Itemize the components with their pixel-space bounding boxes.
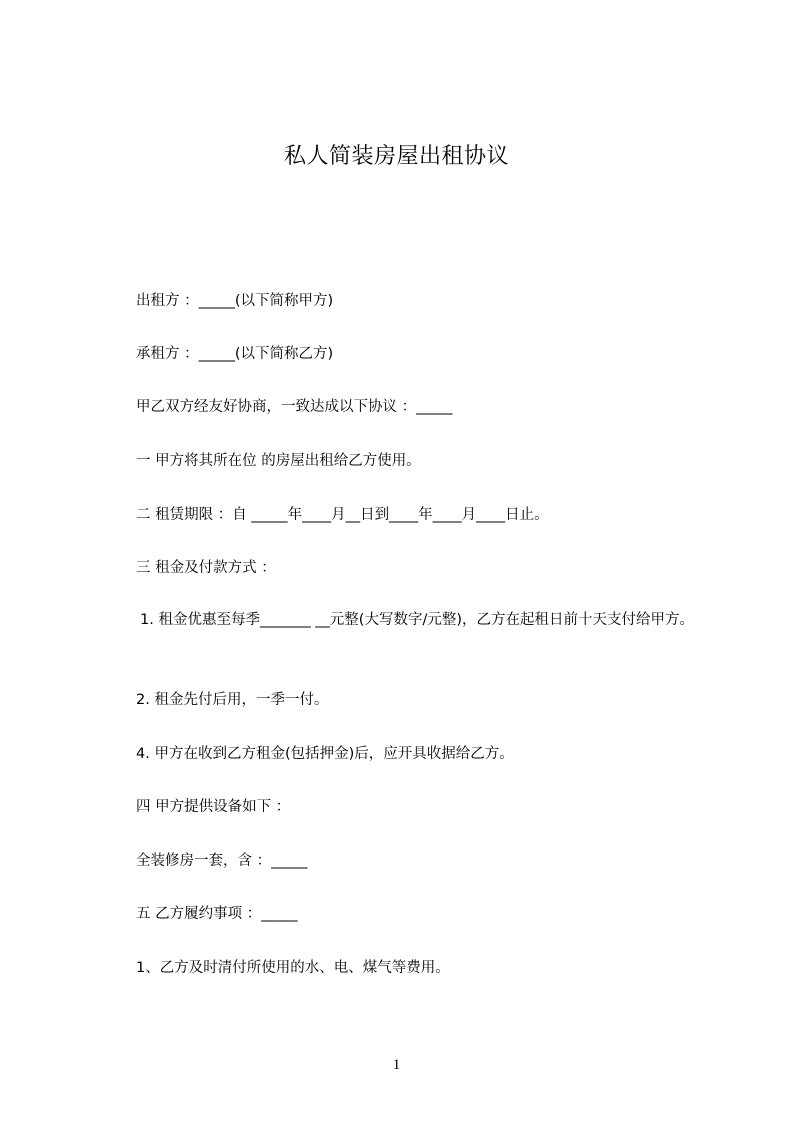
rent-item-1: 1. 租金优惠至每季_______ __元整(大写数字/元整)，乙方在起租日前十天支付给甲方。 xyxy=(140,612,694,628)
rent-item-4: 4. 甲方在收到乙方租金(包括押金)后，应开具收据给乙方。 xyxy=(136,746,514,762)
clause-four-heading: 四 甲方提供设备如下 ： xyxy=(136,799,291,815)
agreement-intro: 甲乙双方经友好协商，一致达成以下协议 ：_____ xyxy=(136,399,453,415)
clause-three-heading: 三 租金及付款方式 ： xyxy=(136,560,276,576)
rent-item-2: 2. 租金先付后用，一季一付。 xyxy=(136,692,329,708)
page-number: 1 xyxy=(392,1057,401,1073)
clause-two-lease-term: 二 租赁期限 ：自 _____年____月__日到____年____月____日止。 xyxy=(136,507,549,523)
clause-one: 一 甲方将其所在位 的房屋出租给乙方使用。 xyxy=(136,453,421,469)
lessor-line: 出租方 ：_____(以下简称甲方) xyxy=(136,293,334,309)
lessee-duty-1: 1、乙方及时清付所使用的水、电、煤气等费用。 xyxy=(136,960,450,976)
clause-five-heading: 五 乙方履约事项 ：_____ xyxy=(136,906,298,922)
document-title: 私人简装房屋出租协议 xyxy=(283,144,509,169)
lessee-line: 承租方 ：_____(以下简称乙方) xyxy=(136,346,334,362)
equipment-line: 全装修房一套，含 ：_____ xyxy=(136,853,308,869)
